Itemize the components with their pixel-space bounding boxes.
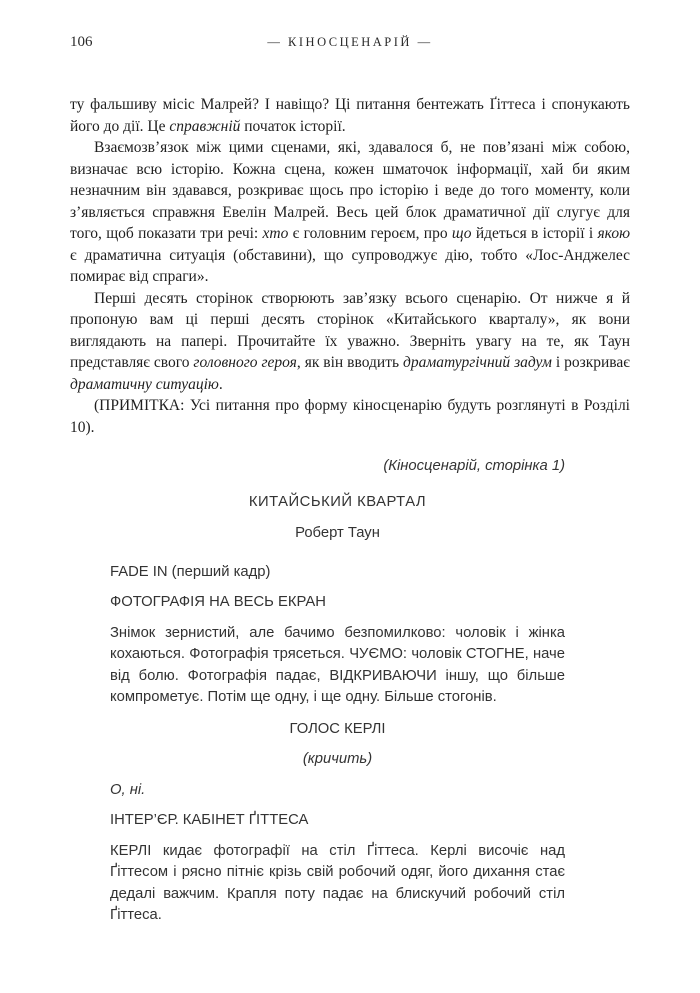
script-dialogue-oh-no: О, ні. [110,781,146,798]
running-title: — КІНОСЦЕНАРІЙ — [267,35,433,49]
page-header [70,34,630,54]
page-number: 106 [70,34,93,50]
body-paragraph: (ПРИМІТКА: Усі питання про форму кіносценарію будуть розглянуті в Розділі 10). [70,397,630,436]
body-paragraph: Перші десять сторінок створюють зав’язку всього сценарію. От нижче я й пропоную вам ці перші десять сторінок «Китайського кварталу», як вони виглядають на папері. Прочитайте їх уважно. Зверніть увагу на те, як Таун представляє свого головного героя, як він вводить драматургічний задум і розкриває драматичну ситуацію. [70,289,630,393]
script-action-curly-photos: КЕРЛІ кидає фотографії на стіл Ґіттеса. Керлі височіє над Ґіттесом і рясно пітніє крізь свій робочий одяг, його дихання стає дедалі важчим. Крапля поту падає на блискучий робочий стіл Ґіттеса. [110,842,565,923]
script-slug-interior-gittes-office: ІНТЕР’ЄР. КАБІНЕТ ҐІТТЕСА [110,812,309,828]
script-slug-fade-in: FADE IN (перший кадр) [110,563,271,580]
script-title: КИТАЙСЬКИЙ КВАРТАЛ [248,493,427,510]
script-parenthetical-screams: (кричить) [302,751,373,767]
script-page-caption: (Кіносценарій, сторінка 1) [383,458,565,474]
script-character-curly-voice: ГОЛОС КЕРЛІ [289,720,386,737]
script-action-photo: Знімок зернистий, але бачимо безпомилково: чоловік і жінка кохаються. Фотографія трясеться. ЧУЄМО: чоловік СТОГНЕ, наче від болю. Фотографія падає, ВІДКРИВАЮЧИ іншу, що більше компрометує. Потім ще одну, і ще одну. Більше стогонів. [110,624,565,705]
body-paragraph: Взаємозв’язок між цими сценами, які, здавалося б, не пов’язані між собою, визначає всю історію. Кожна сцена, кожен шматочок інформації, хай би яким незначним він здавався, розкриває щось про історію і веде до того моменту, коли з’являється справжня Евелін Малрей. Весь цей блок драматичної дії слугує для того, щоб показати три речі: хто є головним героєм, про що йдеться в історії і якою є драматична ситуація (обставини), що супроводжує дію, тобто «Лос-Анджелес помирає від спраги». [70,139,630,285]
body-text [70,94,630,438]
script-author: Роберт Таун [295,525,380,541]
body-paragraph: ту фальшиву місіс Малрей? І навіщо? Ці питання бентежать Ґіттеса і спонукають його до дії. Це справжній початок історії. [70,96,630,135]
script-slug-photo-full-screen: ФОТОГРАФІЯ НА ВЕСЬ ЕКРАН [110,594,326,610]
screenplay-excerpt [110,456,565,927]
